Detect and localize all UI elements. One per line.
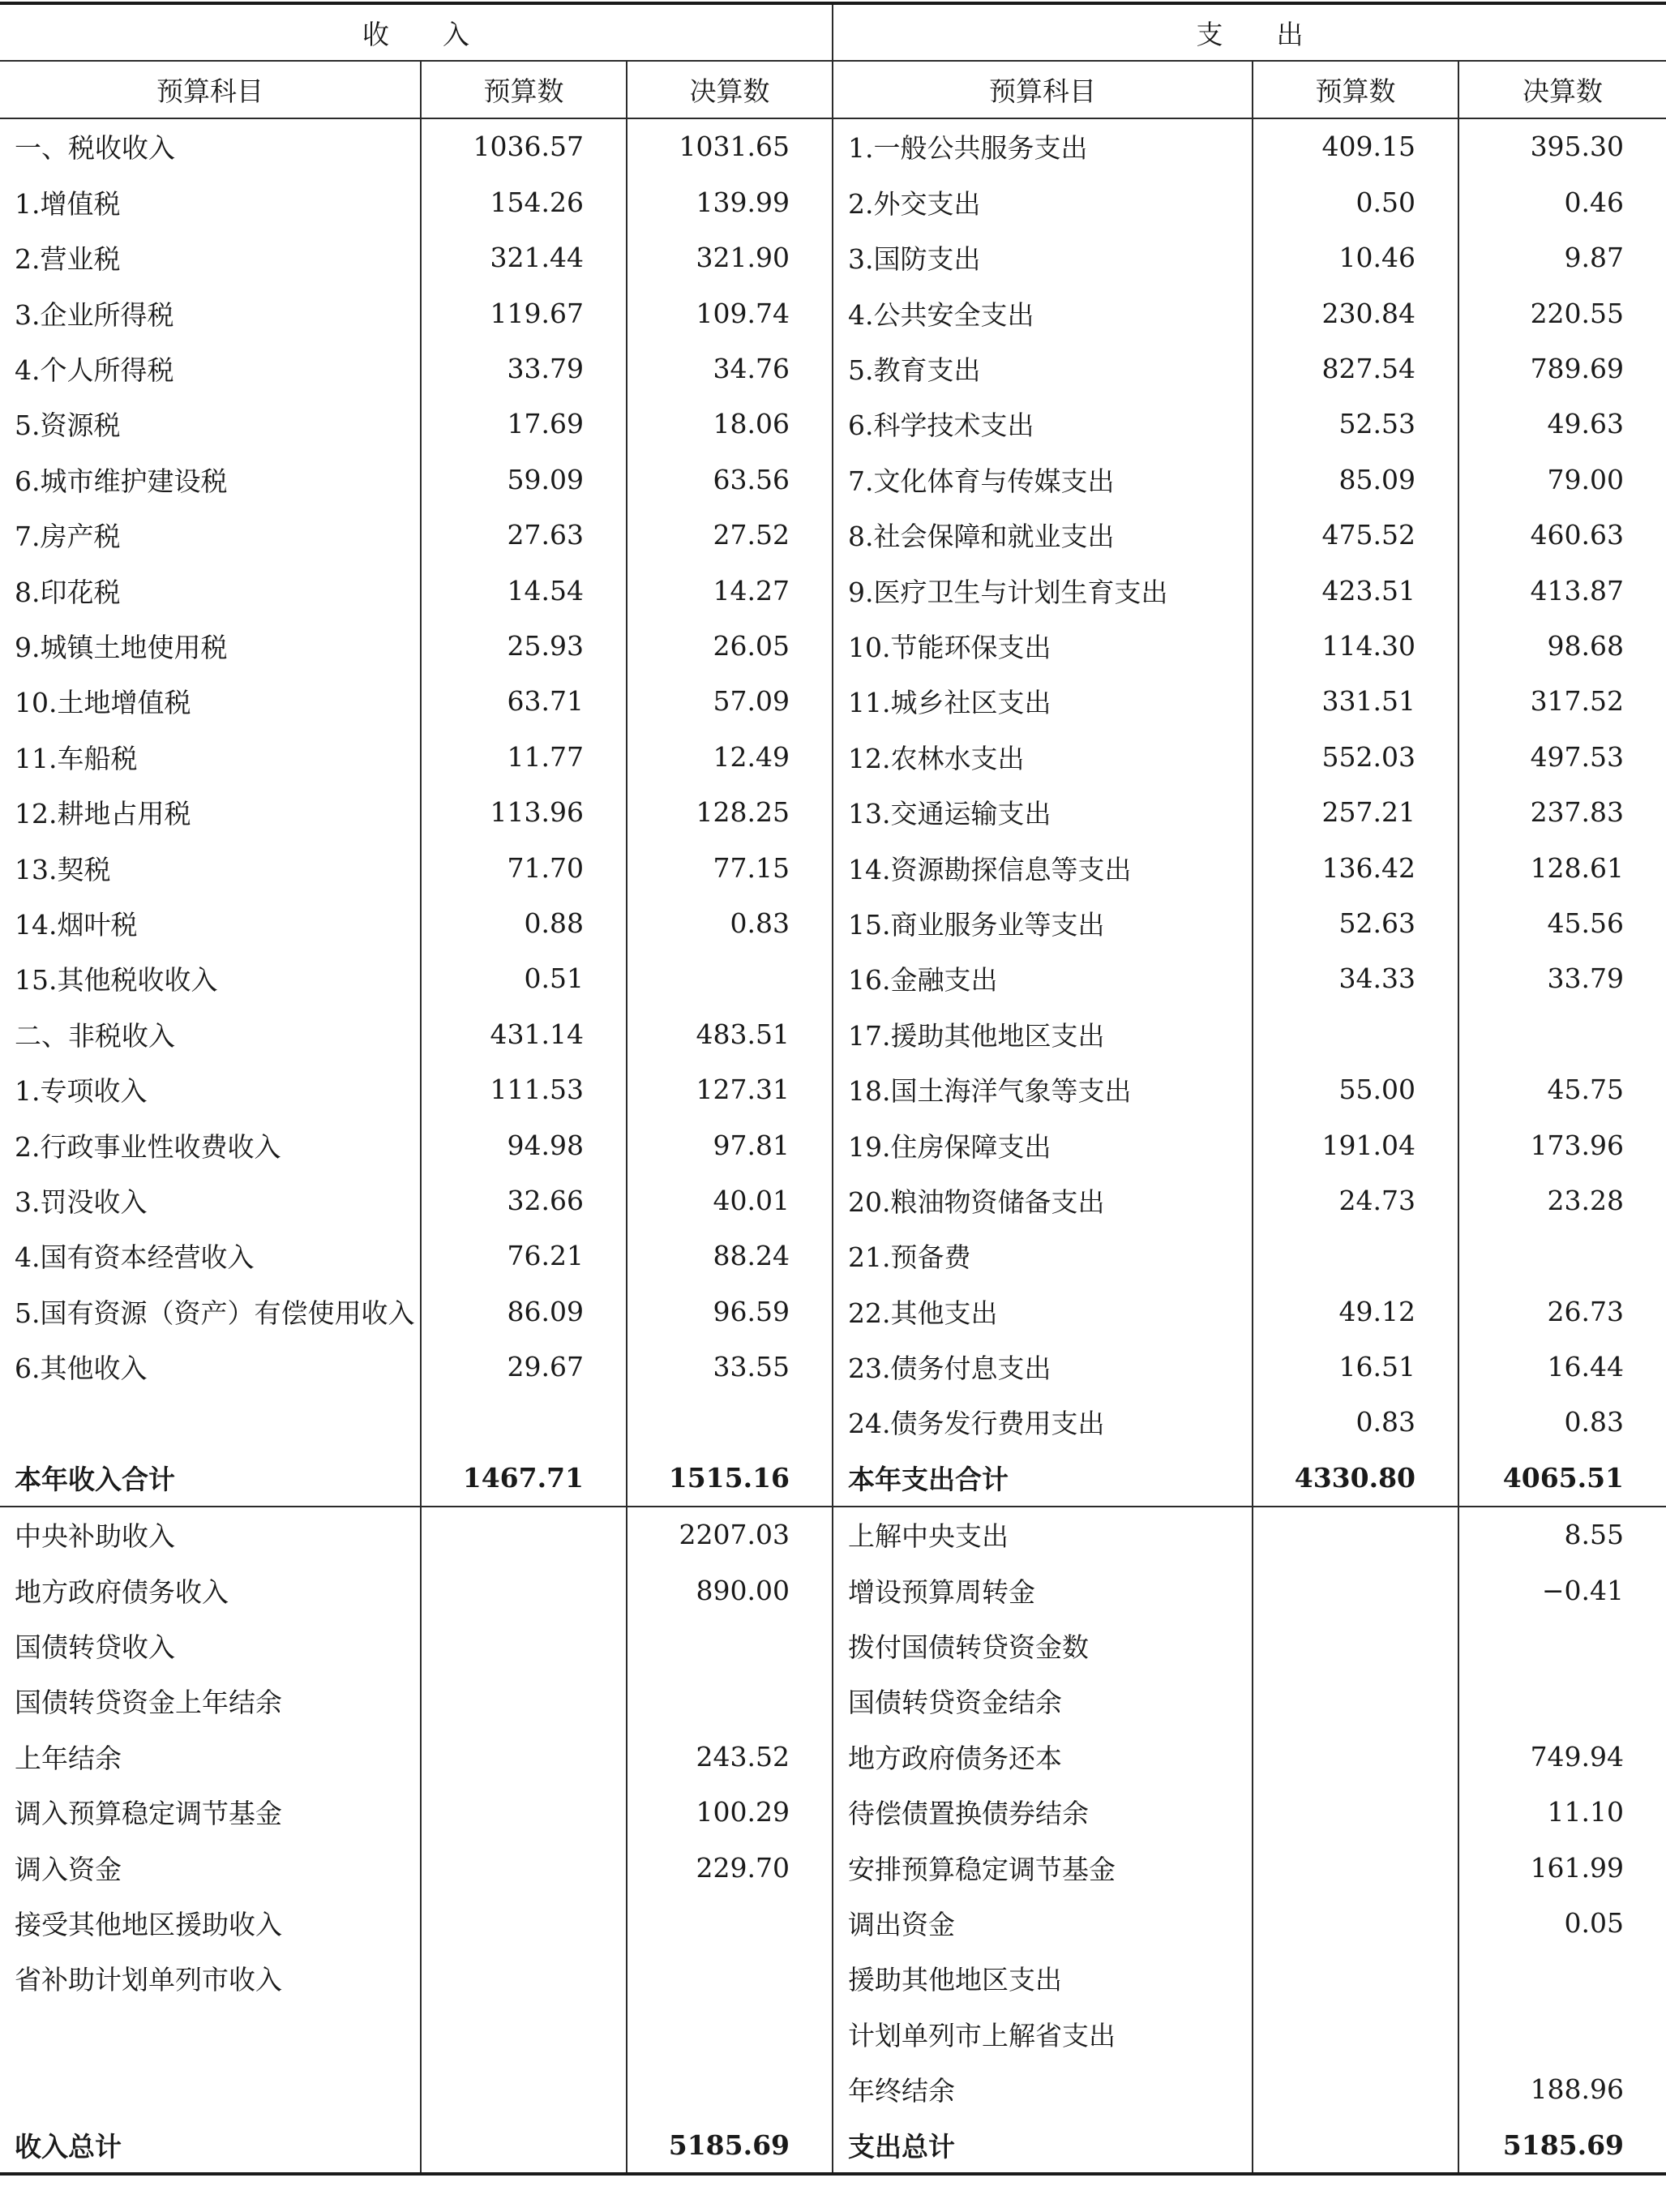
expense-budget-cell	[1253, 2006, 1458, 2061]
expense-subject-cell: 24.债务发行费用支出	[833, 1395, 1253, 1450]
table-row	[0, 118, 1666, 174]
expense-final-cell: 395.30	[1530, 131, 1625, 163]
expense-subject-cell: 20.粮油物资储备支出	[833, 1172, 1253, 1228]
expense-final-cell: 16.44	[1547, 1351, 1625, 1383]
expense-budget-cell: 552.03	[1253, 729, 1458, 784]
expense-final-cell: 79.00	[1547, 463, 1625, 495]
income-budget-cell: 0.88	[421, 895, 627, 950]
expense-budget-cell: 114.30	[1253, 618, 1458, 673]
expense-final-cell: 8.55	[1564, 1519, 1625, 1551]
income-budget-cell: 111.53	[421, 1061, 627, 1117]
income-final-cell: 109.74	[627, 285, 833, 341]
income-final-cell: 12.49	[627, 729, 833, 784]
table-row	[0, 285, 1666, 341]
income-subject-cell: 2.行政事业性收费收入	[0, 1117, 421, 1172]
expense-budget-cell: 409.15	[1253, 118, 1458, 174]
table-row	[0, 1507, 1666, 1563]
expense-section-header: 支 出	[833, 3, 1666, 61]
table-row	[0, 1618, 1666, 1673]
income-final-cell: 890.00	[627, 1563, 833, 1618]
expense-subject-cell: 调出资金	[833, 1895, 1253, 1950]
income-budget-cell: 33.79	[421, 341, 627, 396]
expense-budget-cell: 475.52	[1253, 508, 1458, 563]
expense-final-cell	[1458, 1618, 1666, 1673]
income-final-cell: 229.70	[627, 1840, 833, 1895]
income-final-cell: 88.24	[627, 1228, 833, 1284]
expense-final-cell: 237.83	[1530, 796, 1625, 829]
expense-subject-cell: 21.预备费	[833, 1228, 1253, 1284]
expense-final-cell: 460.63	[1530, 519, 1625, 551]
income-final-cell: 127.31	[627, 1061, 833, 1117]
income-budget-cell	[421, 1729, 627, 1784]
table-row	[0, 1339, 1666, 1394]
expense-subject-cell: 援助其他地区支出	[833, 1951, 1253, 2006]
income-subject-cell	[0, 2006, 421, 2061]
expense-budget-cell	[1253, 1951, 1458, 2006]
income-budget-cell: 119.67	[421, 285, 627, 341]
income-subject-cell: 调入预算稳定调节基金	[0, 1785, 421, 1840]
income-final-cell	[627, 1951, 833, 2006]
expense-final-cell: 128.61	[1530, 851, 1625, 884]
expense-budget-cell	[1253, 1895, 1458, 1950]
expense-subject-cell: 国债转贷资金结余	[833, 1674, 1253, 1729]
income-subject-cell: 3.罚没收入	[0, 1172, 421, 1228]
income-subject-cell: 11.车船税	[0, 729, 421, 784]
table-row	[0, 1228, 1666, 1284]
income-subject-cell: 国债转贷资金上年结余	[0, 1674, 421, 1729]
income-subject-cell: 省补助计划单列市收入	[0, 1951, 421, 2006]
table-row	[0, 1172, 1666, 1228]
income-subject-cell: 4.个人所得税	[0, 341, 421, 396]
table-row	[0, 840, 1666, 895]
table-row	[0, 563, 1666, 618]
expense-subject-cell: 18.国土海洋气象等支出	[833, 1061, 1253, 1117]
expense-subject-cell: 1.一般公共服务支出	[833, 118, 1253, 174]
expense-budget-cell: 136.42	[1253, 840, 1458, 895]
expense-final-cell: 497.53	[1530, 740, 1625, 773]
income-final-cell: 100.29	[627, 1785, 833, 1840]
income-final-cell: 1031.65	[627, 118, 833, 174]
expense-subject-cell: 17.援助其他地区支出	[833, 1006, 1253, 1061]
income-subject-cell: 地方政府债务收入	[0, 1563, 421, 1618]
expense-budget-cell: 0.83	[1253, 1395, 1458, 1450]
income-budget-cell: 63.71	[421, 674, 627, 729]
expense-final-cell: 33.79	[1547, 962, 1625, 995]
income-subject-cell: 14.烟叶税	[0, 895, 421, 950]
expense-subject-cell: 15.商业服务业等支出	[833, 895, 1253, 950]
income-budget-cell: 113.96	[421, 784, 627, 839]
income-final-cell: 34.76	[627, 341, 833, 396]
income-subject-cell: 13.契税	[0, 840, 421, 895]
expense-budget-cell: 4330.80	[1253, 1450, 1458, 1506]
expense-budget-cell: 827.54	[1253, 341, 1458, 396]
expense-budget-cell	[1253, 1674, 1458, 1729]
expense-budget-cell	[1253, 1618, 1458, 1673]
expense-budget-cell: 257.21	[1253, 784, 1458, 839]
table-row	[0, 397, 1666, 452]
income-budget-cell	[421, 1951, 627, 2006]
expense-subject-cell: 11.城乡社区支出	[833, 674, 1253, 729]
expense-budget-cell: 52.53	[1253, 397, 1458, 452]
income-final-cell	[627, 951, 833, 1006]
expense-final-cell: 23.28	[1547, 1184, 1625, 1216]
column-header-row	[0, 61, 1666, 118]
expense-budget-cell	[1253, 1006, 1458, 1061]
table-row	[0, 174, 1666, 229]
expense-budget-cell: 10.46	[1253, 230, 1458, 285]
expense-final-cell	[1458, 1228, 1666, 1284]
expense-budget-cell: 52.63	[1253, 895, 1458, 950]
income-final-cell: 96.59	[627, 1284, 833, 1339]
expense-budget-cell: 191.04	[1253, 1117, 1458, 1172]
table-row	[0, 2006, 1666, 2061]
expense-budget-cell: 85.09	[1253, 452, 1458, 507]
income-final-cell: 33.55	[627, 1339, 833, 1394]
expense-subject-cell: 安排预算稳定调节基金	[833, 1840, 1253, 1895]
expense-subject-cell: 上解中央支出	[833, 1507, 1253, 1563]
expense-subject-cell: 2.外交支出	[833, 174, 1253, 229]
income-budget-cell	[421, 1618, 627, 1673]
income-budget-cell: 1467.71	[421, 1450, 627, 1506]
expense-budget-cell: 24.73	[1253, 1172, 1458, 1228]
income-section-header: 收 入	[0, 3, 833, 61]
table-row	[0, 1006, 1666, 1061]
income-subject-cell: 12.耕地占用税	[0, 784, 421, 839]
expense-final-cell: 11.10	[1547, 1796, 1625, 1828]
income-final-header: 决算数	[627, 61, 833, 118]
income-budget-cell	[421, 1395, 627, 1450]
table-row	[0, 1395, 1666, 1450]
section-header-row	[0, 3, 1666, 61]
income-subject-cell: 1.专项收入	[0, 1061, 421, 1117]
income-final-cell	[627, 1395, 833, 1450]
income-final-cell: 5185.69	[627, 2117, 833, 2174]
year-total-row	[0, 1450, 1666, 1506]
income-budget-cell	[421, 2006, 627, 2061]
expense-subject-cell: 22.其他支出	[833, 1284, 1253, 1339]
income-final-cell: 97.81	[627, 1117, 833, 1172]
expense-final-cell: 0.83	[1564, 1406, 1625, 1438]
income-final-cell: 14.27	[627, 563, 833, 618]
table-row	[0, 1895, 1666, 1950]
table-row	[0, 674, 1666, 729]
income-subject-cell: 接受其他地区援助收入	[0, 1895, 421, 1950]
expense-budget-cell	[1253, 2117, 1458, 2174]
expense-final-cell: 26.73	[1547, 1295, 1625, 1327]
income-subject-cell: 5.国有资源（资产）有偿使用收入	[0, 1284, 421, 1339]
expense-subject-cell: 年终结余	[833, 2061, 1253, 2116]
income-subject-cell: 中央补助收入	[0, 1507, 421, 1563]
income-budget-cell: 76.21	[421, 1228, 627, 1284]
income-subject-cell: 国债转贷收入	[0, 1618, 421, 1673]
expense-final-cell	[1458, 1951, 1666, 2006]
income-final-cell: 0.83	[627, 895, 833, 950]
table-row	[0, 951, 1666, 1006]
expense-budget-cell: 230.84	[1253, 285, 1458, 341]
expense-budget-cell	[1253, 1785, 1458, 1840]
expense-budget-cell: 49.12	[1253, 1284, 1458, 1339]
income-final-cell: 57.09	[627, 674, 833, 729]
expense-final-cell	[1458, 1674, 1666, 1729]
table-row	[0, 729, 1666, 784]
expense-subject-cell: 23.债务付息支出	[833, 1339, 1253, 1394]
expense-subject-cell: 12.农林水支出	[833, 729, 1253, 784]
expense-subject-cell: 5.教育支出	[833, 341, 1253, 396]
expense-subject-cell: 8.社会保障和就业支出	[833, 508, 1253, 563]
expense-subject-cell: 6.科学技术支出	[833, 397, 1253, 452]
expense-final-cell: 4065.51	[1458, 1450, 1666, 1506]
expense-subject-cell: 13.交通运输支出	[833, 784, 1253, 839]
table-row	[0, 341, 1666, 396]
income-budget-cell: 86.09	[421, 1284, 627, 1339]
table-row	[0, 618, 1666, 673]
expense-final-cell	[1458, 1006, 1666, 1061]
income-final-cell	[627, 1674, 833, 1729]
table-row	[0, 895, 1666, 950]
income-subject-cell: 收入总计	[0, 2117, 421, 2174]
expense-final-cell: −0.41	[1541, 1574, 1625, 1606]
expense-subject-cell: 3.国防支出	[833, 230, 1253, 285]
table-row	[0, 1061, 1666, 1117]
income-subject-cell	[0, 2061, 421, 2116]
table-row	[0, 784, 1666, 839]
income-budget-cell	[421, 1563, 627, 1618]
expense-final-cell: 98.68	[1547, 629, 1625, 662]
income-budget-cell: 154.26	[421, 174, 627, 229]
income-subject-cell: 6.城市维护建设税	[0, 452, 421, 507]
expense-budget-cell	[1253, 1840, 1458, 1895]
expense-budget-cell: 55.00	[1253, 1061, 1458, 1117]
income-final-cell: 40.01	[627, 1172, 833, 1228]
income-subject-cell: 本年收入合计	[0, 1450, 421, 1506]
expense-budget-cell	[1253, 1729, 1458, 1784]
expense-subject-cell: 19.住房保障支出	[833, 1117, 1253, 1172]
expense-subject-cell: 增设预算周转金	[833, 1563, 1253, 1618]
income-subject-cell: 8.印花税	[0, 563, 421, 618]
table-row	[0, 1951, 1666, 2006]
income-subject-cell: 1.增值税	[0, 174, 421, 229]
income-budget-cell	[421, 1840, 627, 1895]
expense-final-cell: 220.55	[1530, 297, 1625, 329]
expense-budget-cell	[1253, 1228, 1458, 1284]
expense-subject-cell: 计划单列市上解省支出	[833, 2006, 1253, 2061]
table-row	[0, 452, 1666, 507]
income-final-cell: 77.15	[627, 840, 833, 895]
expense-subject-cell: 10.节能环保支出	[833, 618, 1253, 673]
table-row	[0, 1840, 1666, 1895]
expense-final-cell: 49.63	[1547, 408, 1625, 440]
income-budget-cell	[421, 2117, 627, 2174]
expense-subject-cell: 16.金融支出	[833, 951, 1253, 1006]
expense-subject-cell: 4.公共安全支出	[833, 285, 1253, 341]
income-budget-cell	[421, 1785, 627, 1840]
income-budget-cell: 71.70	[421, 840, 627, 895]
income-final-cell: 139.99	[627, 174, 833, 229]
expense-final-cell: 789.69	[1530, 353, 1625, 385]
income-budget-cell: 94.98	[421, 1117, 627, 1172]
income-final-cell	[627, 1618, 833, 1673]
income-subject-cell	[0, 1395, 421, 1450]
income-budget-cell: 59.09	[421, 452, 627, 507]
income-subject-cell: 4.国有资本经营收入	[0, 1228, 421, 1284]
expense-subject-cell: 地方政府债务还本	[833, 1729, 1253, 1784]
income-final-cell: 243.52	[627, 1729, 833, 1784]
expense-budget-cell	[1253, 2061, 1458, 2116]
table-row	[0, 1729, 1666, 1784]
income-subject-cell: 10.土地增值税	[0, 674, 421, 729]
income-subject-cell: 9.城镇土地使用税	[0, 618, 421, 673]
income-budget-cell: 25.93	[421, 618, 627, 673]
expense-subject-cell: 7.文化体育与传媒支出	[833, 452, 1253, 507]
expense-final-cell: 0.05	[1564, 1906, 1625, 1939]
expense-budget-cell: 331.51	[1253, 674, 1458, 729]
income-subject-cell: 上年结余	[0, 1729, 421, 1784]
expense-final-cell: 0.46	[1564, 186, 1625, 218]
income-budget-cell: 17.69	[421, 397, 627, 452]
income-budget-cell: 431.14	[421, 1006, 627, 1061]
table-row	[0, 1117, 1666, 1172]
expense-final-cell	[1458, 2006, 1666, 2061]
table-row	[0, 508, 1666, 563]
income-subject-cell: 调入资金	[0, 1840, 421, 1895]
income-budget-cell: 11.77	[421, 729, 627, 784]
expense-budget-cell	[1253, 1507, 1458, 1563]
expense-budget-header: 预算数	[1253, 61, 1458, 118]
income-budget-cell: 29.67	[421, 1339, 627, 1394]
income-budget-cell: 1036.57	[421, 118, 627, 174]
expense-budget-cell: 0.50	[1253, 174, 1458, 229]
income-subject-header: 预算科目	[0, 61, 421, 118]
income-budget-cell: 27.63	[421, 508, 627, 563]
income-subject-cell: 一、税收收入	[0, 118, 421, 174]
expense-final-cell: 749.94	[1530, 1740, 1625, 1773]
income-final-cell: 26.05	[627, 618, 833, 673]
expense-final-cell: 45.75	[1547, 1074, 1625, 1106]
income-budget-cell	[421, 1674, 627, 1729]
budget-final-accounts-table	[0, 2, 1666, 2176]
expense-subject-cell: 拨付国债转贷资金数	[833, 1618, 1253, 1673]
income-budget-cell: 32.66	[421, 1172, 627, 1228]
table-row	[0, 1563, 1666, 1618]
income-subject-cell: 6.其他收入	[0, 1339, 421, 1394]
income-final-cell	[627, 2061, 833, 2116]
income-final-cell: 2207.03	[627, 1507, 833, 1563]
expense-final-cell: 413.87	[1530, 574, 1625, 607]
income-subject-cell: 5.资源税	[0, 397, 421, 452]
expense-subject-cell: 本年支出合计	[833, 1450, 1253, 1506]
income-budget-cell: 14.54	[421, 563, 627, 618]
expense-subject-cell: 支出总计	[833, 2117, 1253, 2174]
expense-budget-cell: 423.51	[1253, 563, 1458, 618]
expense-subject-header: 预算科目	[833, 61, 1253, 118]
income-final-cell: 18.06	[627, 397, 833, 452]
income-final-cell	[627, 1895, 833, 1950]
table-row	[0, 1284, 1666, 1339]
table-row	[0, 230, 1666, 285]
income-budget-cell	[421, 2061, 627, 2116]
income-budget-cell: 0.51	[421, 951, 627, 1006]
expense-final-cell: 188.96	[1530, 2073, 1625, 2106]
income-final-cell: 1515.16	[627, 1450, 833, 1506]
income-final-cell	[627, 2006, 833, 2061]
income-final-cell: 27.52	[627, 508, 833, 563]
table-row	[0, 2061, 1666, 2116]
income-budget-header: 预算数	[421, 61, 627, 118]
expense-final-cell: 9.87	[1564, 242, 1625, 274]
expense-subject-cell: 9.医疗卫生与计划生育支出	[833, 563, 1253, 618]
grand-total-row	[0, 2117, 1666, 2174]
expense-subject-cell: 待偿债置换债券结余	[833, 1785, 1253, 1840]
income-budget-cell	[421, 1895, 627, 1950]
income-budget-cell	[421, 1507, 627, 1563]
income-subject-cell: 3.企业所得税	[0, 285, 421, 341]
expense-final-cell: 5185.69	[1458, 2117, 1666, 2174]
income-final-cell: 483.51	[627, 1006, 833, 1061]
income-subject-cell: 二、非税收入	[0, 1006, 421, 1061]
expense-final-header: 决算数	[1458, 61, 1666, 118]
income-budget-cell: 321.44	[421, 230, 627, 285]
expense-final-cell: 317.52	[1530, 685, 1625, 718]
expense-final-cell: 173.96	[1530, 1129, 1625, 1161]
expense-final-cell: 45.56	[1547, 907, 1625, 939]
income-final-cell: 128.25	[627, 784, 833, 839]
income-final-cell: 321.90	[627, 230, 833, 285]
expense-subject-cell: 14.资源勘探信息等支出	[833, 840, 1253, 895]
expense-final-cell: 161.99	[1530, 1851, 1625, 1884]
table-row	[0, 1785, 1666, 1840]
income-subject-cell: 2.营业税	[0, 230, 421, 285]
table-row	[0, 1674, 1666, 1729]
income-subject-cell: 7.房产税	[0, 508, 421, 563]
expense-budget-cell: 34.33	[1253, 951, 1458, 1006]
income-final-cell: 63.56	[627, 452, 833, 507]
income-subject-cell: 15.其他税收收入	[0, 951, 421, 1006]
expense-budget-cell: 16.51	[1253, 1339, 1458, 1394]
expense-budget-cell	[1253, 1563, 1458, 1618]
